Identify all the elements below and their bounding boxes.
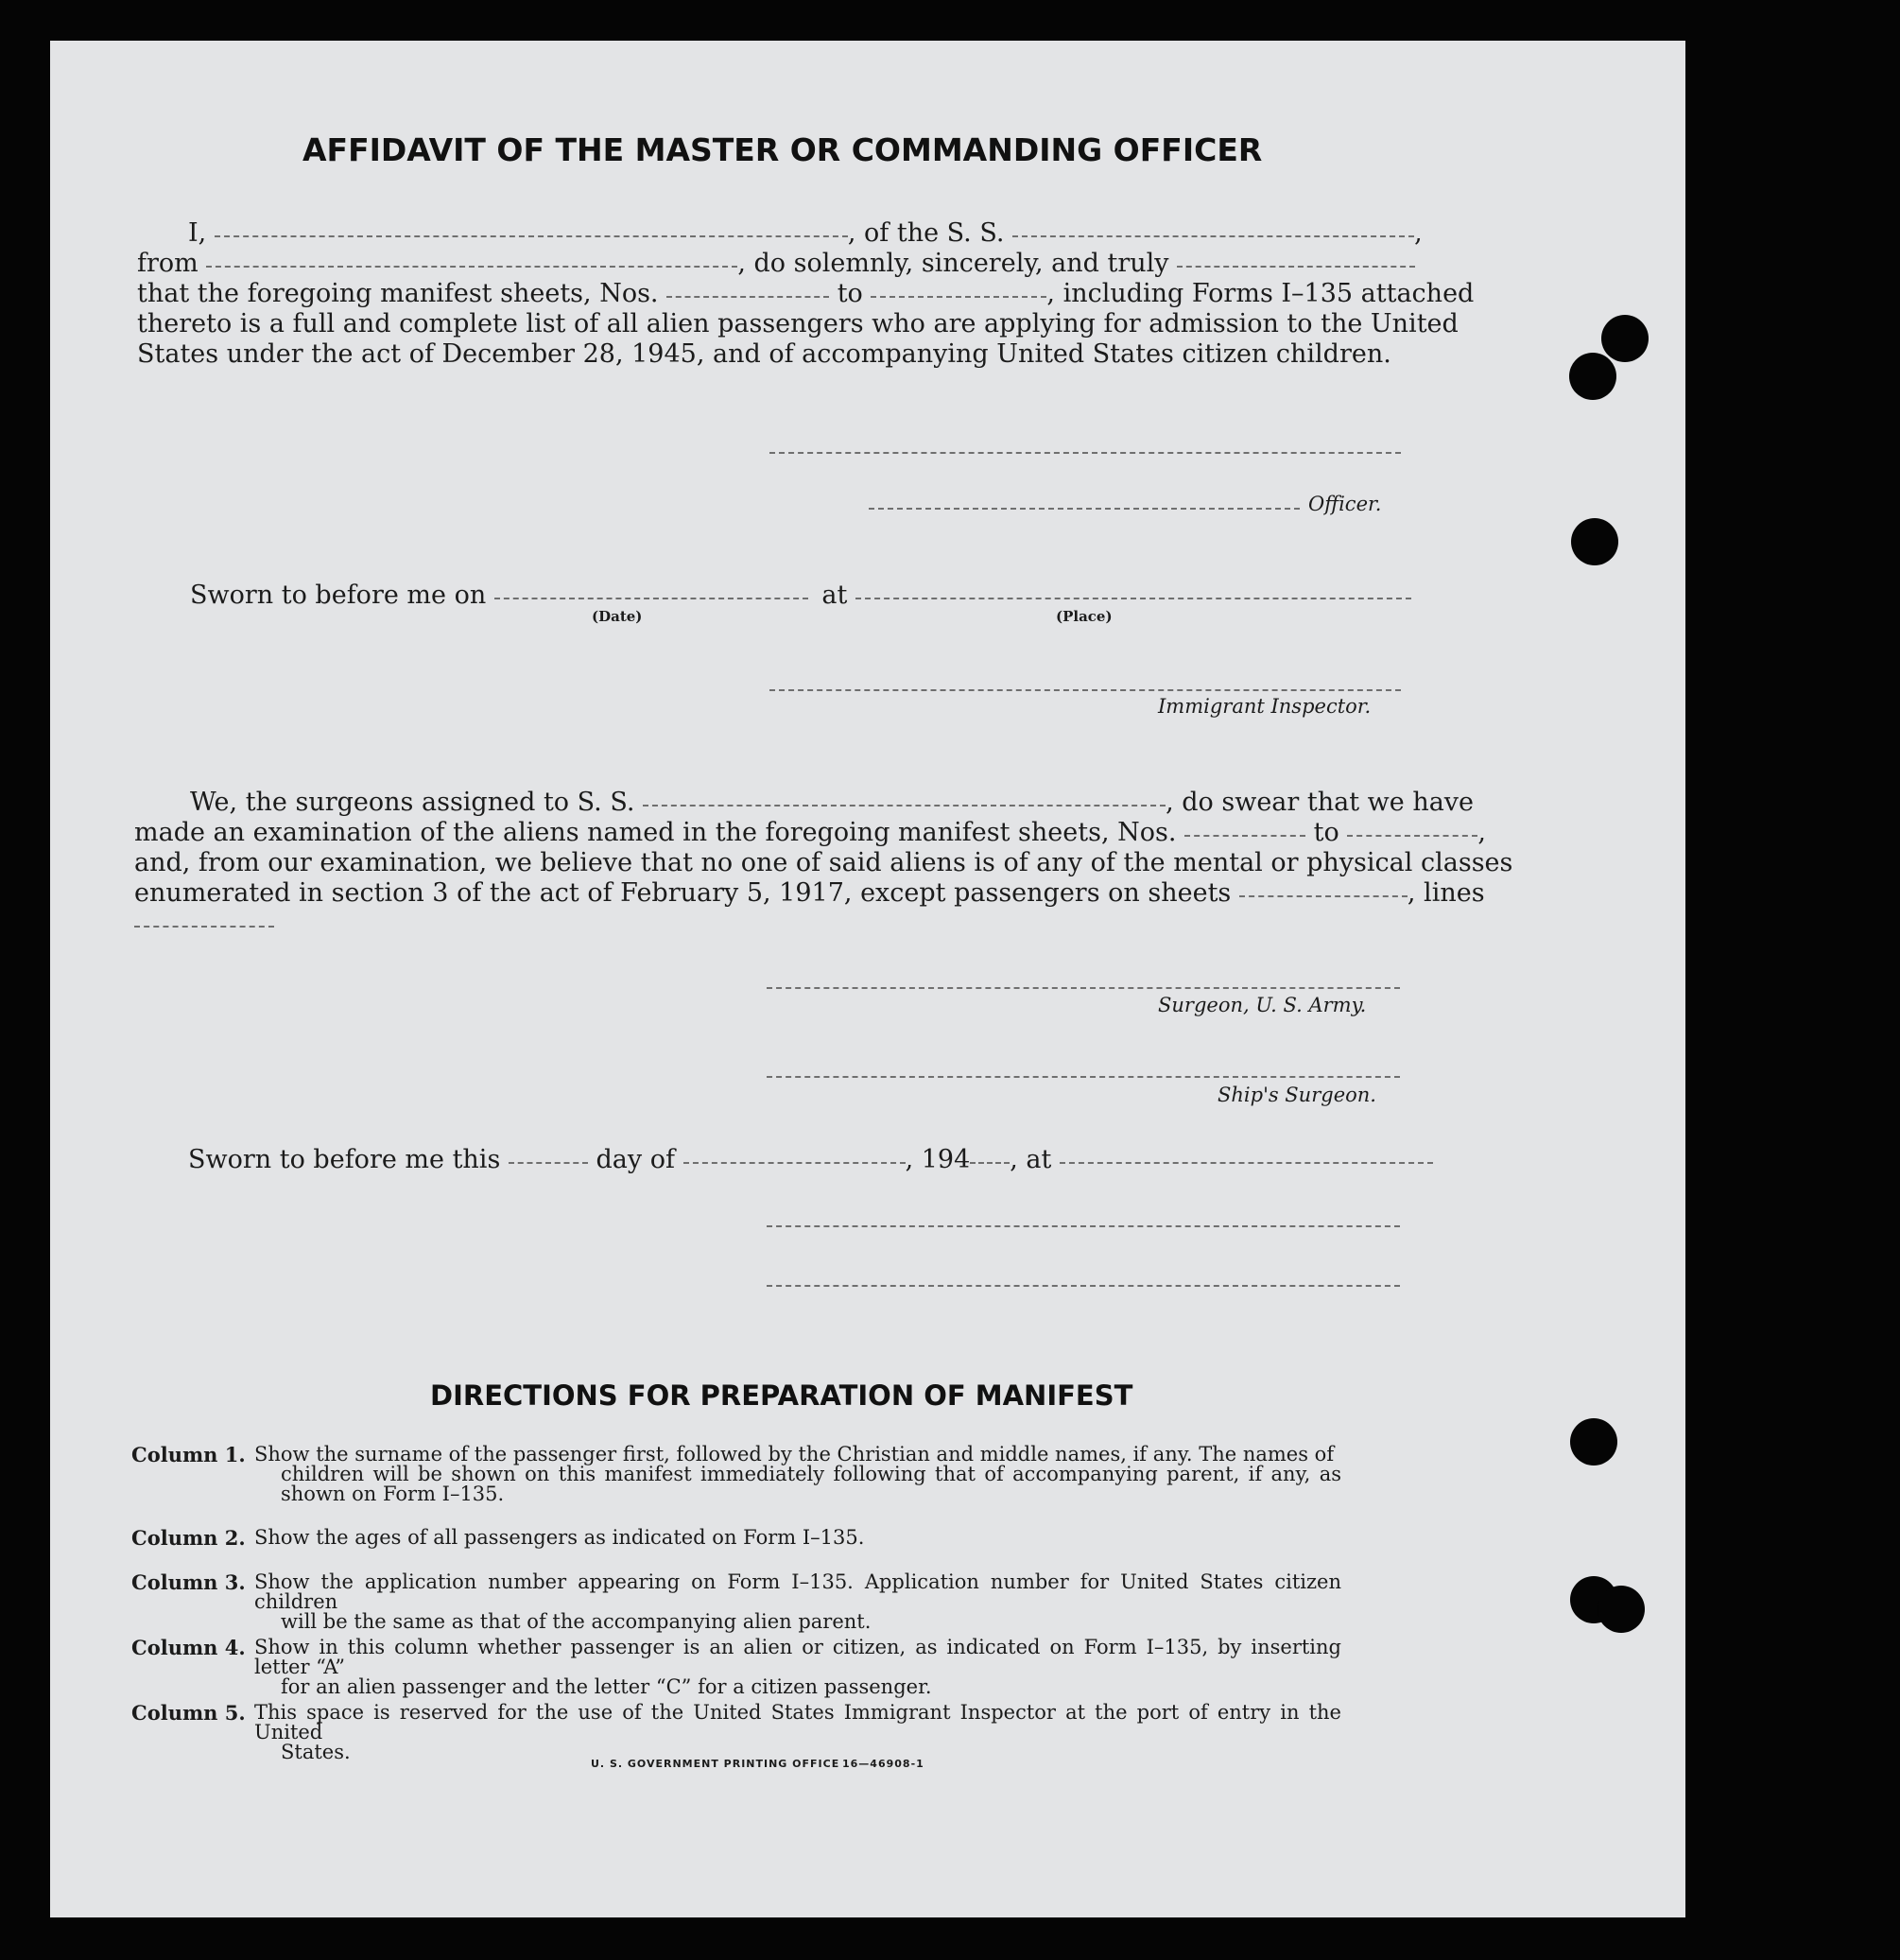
sheet-to-field[interactable] xyxy=(871,296,1046,298)
sworn-date-field[interactable] xyxy=(494,598,808,599)
punch-hole xyxy=(1571,518,1618,565)
inspector-label: Immigrant Inspector. xyxy=(1158,695,1372,718)
affidavit-line-5: States under the act of December 28, 1945, and of accompanying United States citizen children. xyxy=(137,339,1391,369)
from-port-field[interactable] xyxy=(206,266,737,268)
officer-label: Officer. xyxy=(1308,493,1382,515)
except-lines-field[interactable] xyxy=(134,926,274,928)
affidavit-title: AFFIDAVIT OF THE MASTER OR COMMANDING OFFICER xyxy=(302,131,1263,168)
place-label: (Place) xyxy=(1056,608,1113,625)
exam-sheet-to-field[interactable] xyxy=(1347,835,1477,837)
form-page: AFFIDAVIT OF THE MASTER OR COMMANDING OFFICER I, , of the S. S. , from , do solemnly, sincerely, and truly that the foregoing manifest sheets, Nos. to , including Forms I–135 attached thereto is a full and complete list of all alien passengers who are applying for admission to the United States under the act of December 28, 1945, and of accompanying United States citizen children. Officer. Sworn to before me on at (Date) (Place) Immigrant Inspector. We, the surgeons assigned to S. S. , do swear that we have made an examination of the aliens named in the foregoing manifest sheets, Nos. to , and, from our examination, we believe that no one of said aliens is of any of the mental or physical classes enumerated in section 3 of the act of February 5, 1917, except passengers on sheets , lines Surgeon, U. S. Army. Ship's Surgeon. Sworn to before me this day of , 194 , at DIRECTIONS FOR PREPARATION OF MANIFEST Column 1. Show the surname of the passenger first, followed by the Christian and middle names, if any. The names of children will be shown on this manifest immediately following that of accompanying parent, if any, as shown on Form I–135. Column 2. Show the ages of all passengers as indicated on Form I–135. Column 3. Show the application number appearing on Form I–135. Application number for United States citizen children will be the same as that of the accompanying alien parent. Column 4. Show in this column whether passenger is an alien or citizen, as indicated on Form I–135, by inserting letter “A” for an alien passenger and the letter “C” for a citizen passenger. Column 5. This space is reserved for the use of the United States Immigrant Inspector at the port of entry in the United States. U. S. GOVERNMENT PRINTING OFFICE 16—46908-1 xyxy=(50,41,1685,1917)
ship-name-field[interactable] xyxy=(1012,235,1414,237)
sworn-signature-line-1[interactable] xyxy=(767,1225,1400,1227)
army-surgeon-label: Surgeon, U. S. Army. xyxy=(1158,994,1367,1016)
direction-col-label: Column 4. xyxy=(131,1636,246,1659)
sworn-place-field[interactable] xyxy=(855,598,1411,599)
sworn-signature-line-2[interactable] xyxy=(767,1285,1400,1287)
sworn-this-day-line: Sworn to before me this day of , 194 , at xyxy=(188,1145,1433,1175)
affidavit-line-3: that the foregoing manifest sheets, Nos. to , including Forms I–135 attached xyxy=(137,279,1475,308)
direction-col-label: Column 2. xyxy=(131,1526,246,1550)
affidavit-line-2: from , do solemnly, sincerely, and truly xyxy=(137,249,1415,279)
sworn-year-field[interactable] xyxy=(970,1162,1010,1164)
except-sheets-field[interactable] xyxy=(1239,895,1408,897)
date-label: (Date) xyxy=(592,608,643,625)
army-surgeon-signature-line[interactable] xyxy=(767,987,1400,989)
direction-col-label: Column 5. xyxy=(131,1701,246,1725)
sheet-from-field[interactable] xyxy=(666,296,829,298)
affidavit-line-4: thereto is a full and complete list of all alien passengers who are applying for admission to the United xyxy=(137,309,1459,338)
ship-surgeon-signature-line[interactable] xyxy=(767,1076,1400,1078)
punch-hole xyxy=(1569,353,1616,400)
punch-hole xyxy=(1570,1418,1617,1466)
direction-col-label: Column 3. xyxy=(131,1570,246,1594)
exam-sheet-from-field[interactable] xyxy=(1184,835,1305,837)
punch-hole xyxy=(1598,1586,1645,1633)
affidavit-line-1: I, , of the S. S. , xyxy=(188,218,1423,248)
directions-title: DIRECTIONS FOR PREPARATION OF MANIFEST xyxy=(430,1379,1133,1412)
sworn-on-line: Sworn to before me on at xyxy=(190,581,1411,611)
oath-field[interactable] xyxy=(1177,266,1415,268)
master-name-field[interactable] xyxy=(215,235,848,237)
officer-rank-line[interactable] xyxy=(869,508,1300,510)
master-signature-line[interactable] xyxy=(769,452,1401,454)
punch-hole xyxy=(1601,315,1649,362)
surgeon-ship-field[interactable] xyxy=(643,805,1166,807)
sworn-at-field[interactable] xyxy=(1060,1162,1433,1164)
direction-col-label: Column 1. xyxy=(131,1443,246,1466)
form-print-code: 16—46908-1 xyxy=(842,1758,924,1770)
surgeons-line-2: made an examination of the aliens named in the foregoing manifest sheets, Nos. to , xyxy=(134,818,1486,847)
ship-surgeon-label: Ship's Surgeon. xyxy=(1218,1084,1376,1106)
surgeons-line-3: and, from our examination, we believe that no one of said aliens is of any of the mental or physical classes xyxy=(134,848,1513,877)
printing-office-credit: U. S. GOVERNMENT PRINTING OFFICE xyxy=(591,1758,840,1770)
inspector-signature-line[interactable] xyxy=(769,689,1401,691)
sworn-month-field[interactable] xyxy=(683,1162,906,1164)
surgeons-line-4: enumerated in section 3 of the act of February 5, 1917, except passengers on sheets , lines xyxy=(134,878,1485,908)
sworn-day-field[interactable] xyxy=(509,1162,588,1164)
surgeons-line-1: We, the surgeons assigned to S. S. , do swear that we have xyxy=(190,788,1475,817)
